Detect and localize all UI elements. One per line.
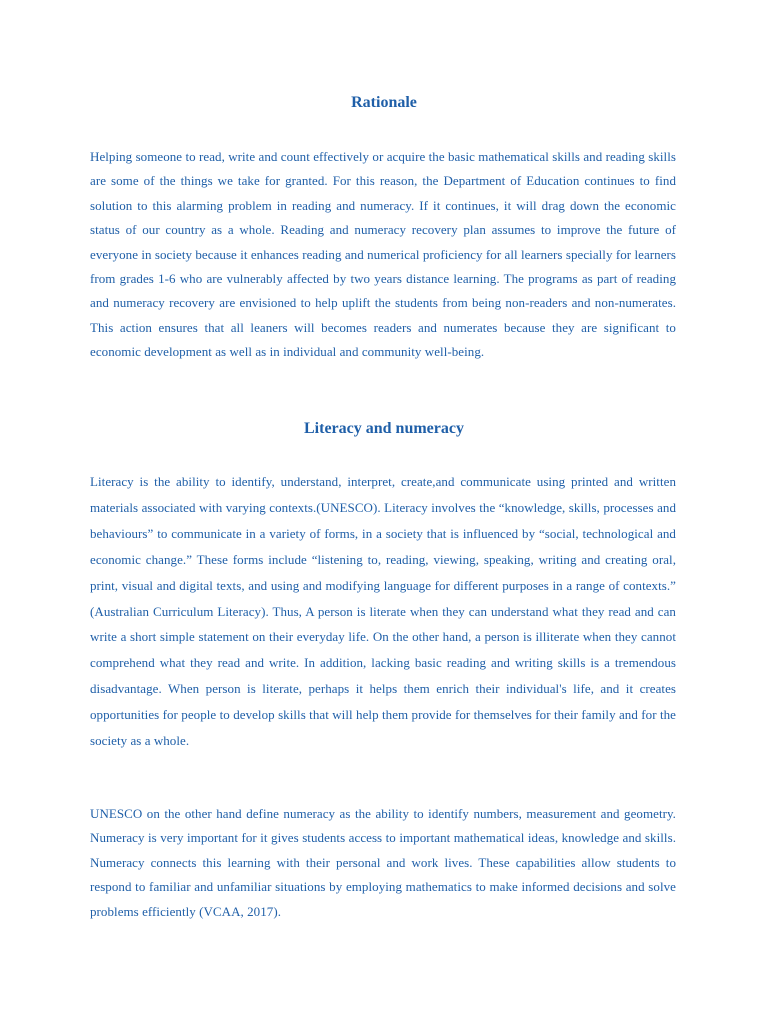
numeracy-paragraph: UNESCO on the other hand define numeracy as the ability to identify numbers, measurement and geometry. Numeracy is very important for it gives students access to important mathematical ideas, knowledge and skills. Numeracy connects this learning with their personal and work lives. These capabilities allow students to respond to familiar and unfamiliar situations by employing mathematics to make informed decisions and solve problems efficiently (VCAA, 2017). (90, 806, 676, 919)
section-heading-literacy-and-numeracy: Literacy and numeracy (304, 420, 464, 437)
rationale-paragraph: Helping someone to read, write and count effectively or acquire the basic mathematical skills and reading skills are some of the things we take for granted. For this reason, the Department of Education continues to find solution to this alarming problem in reading and numeracy. If it continues, it will drag down the economic status of our country as a whole. Reading and numeracy recovery plan assumes to improve the future of everyone in society because it enhances reading and numerical proficiency for all learners specially for learners from grades 1-6 who are vulnerably affected by two years distance learning. The programs as part of reading and numeracy recovery are envisioned to help uplift the students from being non-readers and non-numerates. This action ensures that all leaners will becomes readers and numerates because they are significant to economic development as well as in individual and community well-being. (90, 149, 676, 360)
literacy-paragraph: Literacy is the ability to identify, understand, interpret, create,and communicate using printed and written materials associated with varying contexts.(UNESCO). Literacy involves the “knowledge, skills, processes and behaviours” to communicate in a variety of forms, in a society that is influenced by “social, technological and economic change.” These forms include “listening to, reading, viewing, speaking, writing and creating oral, print, visual and digital texts, and using and modifying language for different purposes in a range of contexts.” (Australian Curriculum Literacy). Thus, A person is literate when they can understand what they read and can write a short simple statement on their everyday life. On the other hand, a person is illiterate when they cannot comprehend what they read and write. In addition, lacking basic reading and writing skills is a tremendous disadvantage. When person is literate, perhaps it helps them enrich their individual's life, and it creates opportunities for people to develop skills that will help them provide for themselves for their family and for the society as a whole. (90, 474, 676, 749)
section-heading-rationale: Rationale (351, 94, 417, 111)
